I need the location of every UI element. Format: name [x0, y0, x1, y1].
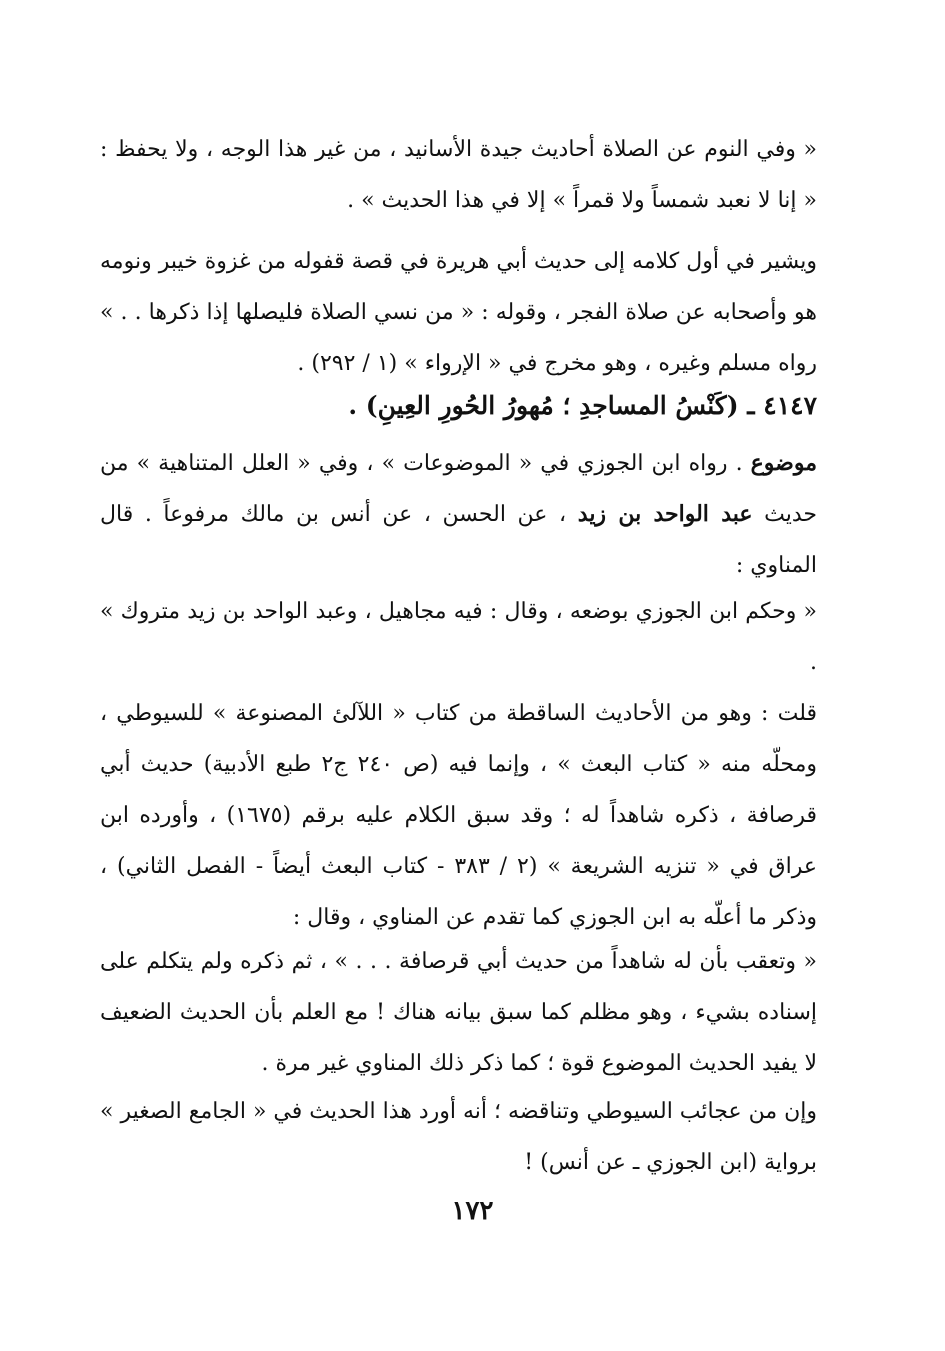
paragraph-5: قلت : وهو من الأحاديث الساقطة من كتاب « اللآلئ المصنوعة » للسيوطي ، ومحلّه منه « كتاب البعث » ، وإنما فيه (ص ٢٤٠ ج٢ طبع الأدبية) حديث أبي قرصافة ، ذكره شاهداً له ؛ وقد سبق الكلام عليه برقم (١٦٧٥) ، وأورده ابن عراق في « تنزيه الشريعة » (٢ / ٣٨٣ - كتاب البعث أيضاً - الفصل الثاني) ، وذكر ما أعلّه به ابن الجوزي كما تقدم عن المناوي ، وقال : [100, 701, 817, 930]
paragraph-7: وإن من عجائب السيوطي وتناقضه ؛ أنه أورد هذا الحديث في « الجامع الصغير » برواية (ابن الجوزي ـ عن أنس) ! [100, 1099, 817, 1175]
ruling-word: موضوع [750, 450, 817, 476]
narrator-name: عبد الواحد بن زيد [577, 501, 753, 527]
paragraph-2: ويشير في أول كلامه إلى حديث أبي هريرة في قصة قفوله من غزوة خيبر ونومه هو وأصحابه عن صلاة الفجر ، وقوله : « من نسي الصلاة فليصلها إذا ذكرها . . » رواه مسلم وغيره ، وهو مخرج في « الإرواء » (١ / ٢٩٢) . [100, 249, 817, 376]
paragraph-3-part-b: ، عن الحسن ، عن أنس بن مالك مرفوعاً . قال المناوي : [100, 502, 817, 578]
paragraph-3-part-a: . رواه ابن الجوزي في « الموضوعات » ، وفي « العلل المتناهية » من حديث [100, 451, 817, 527]
hadith-heading: ٤١٤٧ ـ (كَنْسُ المساجدِ ؛ مُهورُ الحُورِ العِينِ) . [348, 391, 817, 420]
paragraph-6: « وتعقب بأن له شاهداً من حديث أبي قرصافة . . . » ، ثم ذكره ولم يتكلم على إسناده بشيء ، وهو مظلم كما سبق بيانه هناك ! مع العلم بأن الحديث الضعيف لا يفيد الحديث الموضوع قوة ؛ كما ذكر ذلك المناوي غير مرة . [100, 949, 817, 1076]
paragraph-3 [100, 438, 817, 591]
page-number: ١٧٢ [451, 1196, 494, 1226]
paragraph-4: « وحكم ابن الجوزي بوضعه ، وقال : فيه مجاهيل ، وعبد الواحد بن زيد متروك » . [100, 599, 817, 675]
paragraph-1: « وفي النوم عن الصلاة أحاديث جيدة الأسانيد ، من غير هذا الوجه ، ولا يحفظ : « إنا لا نعبد شمساً ولا قمراً » إلا في هذا الحديث » . [100, 137, 817, 213]
